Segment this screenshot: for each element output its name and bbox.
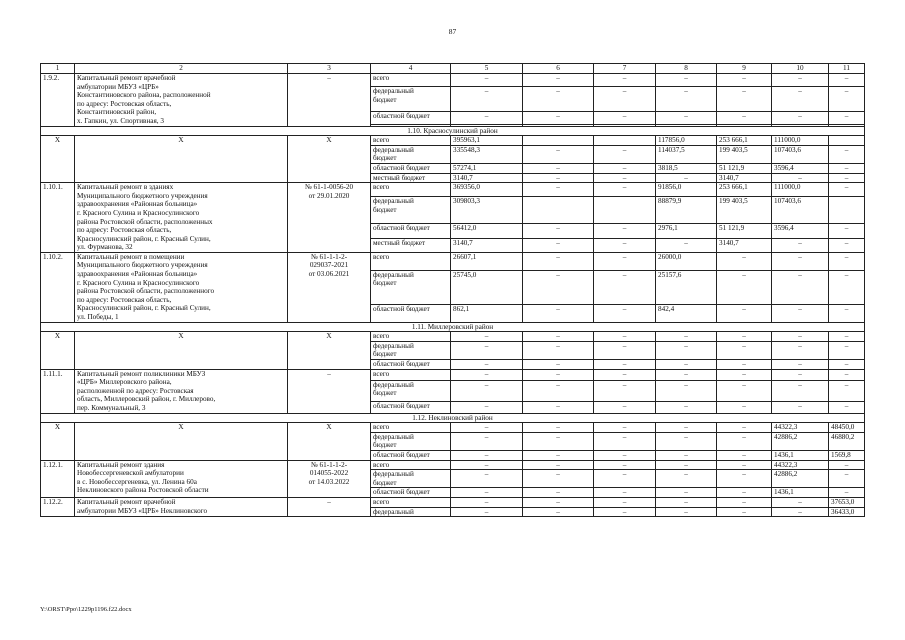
object-name: Капитальный ремонт здания Новобессергеневской амбулатории в с. Новобессергеневка, ул. Ленина 60а Неклиновского района Ростовской области (75, 460, 288, 497)
expertise-conclusion: № 61-1-0056-20 от 29.01.2020 (288, 183, 371, 253)
amount-cell: – (523, 74, 594, 87)
object-name: Капитальный ремонт врачебной амбулатории МБУЗ «ЦРБ» Неклиновского (75, 497, 288, 516)
amount-cell: – (523, 497, 594, 507)
district-heading: 1.10. Красносулинский район (41, 126, 865, 136)
amount-cell: 57274,1 (451, 163, 523, 173)
amount-cell: 46880,2 (829, 432, 865, 450)
amount-cell: – (772, 369, 829, 380)
amount-cell: – (772, 341, 829, 359)
amount-cell: – (829, 112, 865, 125)
amount-cell: – (523, 173, 594, 183)
amount-cell: – (594, 183, 656, 197)
amount-cell: – (594, 497, 656, 507)
amount-cell: – (451, 369, 523, 380)
amount-cell: – (829, 224, 865, 238)
funding-source: федеральный бюджет (371, 145, 451, 163)
funding-source: федеральный бюджет (371, 470, 451, 488)
funding-source: федеральный бюджет (371, 197, 451, 224)
amount-cell: – (829, 460, 865, 470)
amount-cell: 48450,0 (829, 423, 865, 433)
amount-cell: 51 121,9 (717, 224, 772, 238)
amount-cell: – (451, 507, 523, 517)
amount-cell: – (656, 432, 717, 450)
amount-cell: – (594, 470, 656, 488)
amount-cell: – (717, 488, 772, 498)
expertise-conclusion: № 61-1-1-2- 029037-2021 от 03.06.2021 (288, 252, 371, 322)
table-row (41, 497, 865, 507)
amount-cell: – (594, 270, 656, 304)
amount-cell: – (656, 238, 717, 252)
page-number: 87 (448, 27, 457, 36)
amount-cell: – (523, 270, 594, 304)
item-number: 1.12.1. (41, 460, 75, 497)
amount-cell: – (717, 450, 772, 460)
amount-cell: 117856,0 (656, 136, 717, 146)
amount-cell: – (594, 74, 656, 87)
amount-cell: 25157,6 (656, 270, 717, 304)
amount-cell: 25745,0 (451, 270, 523, 304)
amount-cell: – (451, 74, 523, 87)
amount-cell: – (829, 304, 865, 322)
item-number: X (41, 136, 75, 183)
amount-cell: – (656, 341, 717, 359)
amount-cell: – (717, 432, 772, 450)
amount-cell: – (717, 360, 772, 370)
column-number: 2 (75, 64, 288, 74)
amount-cell: – (656, 360, 717, 370)
funding-source: областной бюджет (371, 163, 451, 173)
amount-cell: – (594, 224, 656, 238)
amount-cell: – (594, 87, 656, 112)
amount-cell: – (656, 402, 717, 413)
table-row (41, 74, 865, 87)
funding-source: федеральный бюджет (371, 380, 451, 401)
funding-source: областной бюджет (371, 304, 451, 322)
amount-cell: – (717, 507, 772, 517)
column-number: 11 (829, 64, 865, 74)
amount-cell: – (523, 460, 594, 470)
amount-cell: 3596,4 (772, 163, 829, 173)
amount-cell: – (523, 369, 594, 380)
amount-cell: – (594, 112, 656, 125)
amount-cell: – (523, 450, 594, 460)
table-row (41, 136, 865, 146)
funding-source: всего (371, 497, 451, 507)
funding-source: местный бюджет (371, 173, 451, 183)
amount-cell: – (829, 332, 865, 342)
funding-source: федеральный бюджет (371, 87, 451, 112)
amount-cell: – (523, 360, 594, 370)
amount-cell: – (656, 507, 717, 517)
amount-cell: – (656, 470, 717, 488)
amount-cell: – (594, 432, 656, 450)
amount-cell: – (523, 87, 594, 112)
amount-cell: 36433,0 (829, 507, 865, 517)
amount-cell: – (829, 145, 865, 163)
amount-cell: 309803,3 (451, 197, 523, 224)
column-number: 6 (523, 64, 594, 74)
column-number: 8 (656, 64, 717, 74)
amount-cell: – (772, 112, 829, 125)
item-number: 1.10.2. (41, 252, 75, 322)
amount-cell: – (829, 270, 865, 304)
amount-cell: – (829, 380, 865, 401)
amount-cell: 44322,3 (772, 423, 829, 433)
amount-cell: – (523, 402, 594, 413)
amount-cell: – (523, 488, 594, 498)
object-name: X (75, 332, 288, 369)
object-name: Капитальный ремонт в зданиях Муниципального бюджетного учреждения здравоохранения «Районная больница» г. Красного Сулина и Красносулинского района Ростовской области, расположенных по адресу: Ростовская область, Красносулинский район, г. Красный Сулин, ул. Фурманова, 32 (75, 183, 288, 253)
expertise-conclusion: – (288, 74, 371, 127)
amount-cell: – (594, 145, 656, 163)
amount-cell: – (772, 380, 829, 401)
amount-cell: – (656, 369, 717, 380)
amount-cell: – (717, 332, 772, 342)
amount-cell: 395963,1 (451, 136, 523, 146)
amount-cell: – (717, 369, 772, 380)
amount-cell: – (451, 341, 523, 359)
amount-cell: – (594, 402, 656, 413)
amount-cell: – (829, 488, 865, 498)
amount-cell: – (594, 304, 656, 322)
funding-source: всего (371, 369, 451, 380)
amount-cell: – (523, 332, 594, 342)
amount-cell: 111000,0 (772, 183, 829, 197)
amount-cell: 3140,7 (451, 173, 523, 183)
amount-cell: 3818,5 (656, 163, 717, 173)
funding-source: федеральный бюджет (371, 341, 451, 359)
amount-cell: – (523, 163, 594, 173)
amount-cell: – (523, 432, 594, 450)
district-heading: 1.12. Неклиновский район (41, 413, 865, 423)
amount-cell (523, 197, 594, 224)
amount-cell: – (594, 488, 656, 498)
amount-cell: – (772, 87, 829, 112)
amount-cell: – (451, 402, 523, 413)
amount-cell: – (656, 332, 717, 342)
amount-cell: – (717, 341, 772, 359)
amount-cell: 111000,0 (772, 136, 829, 146)
amount-cell (594, 197, 656, 224)
column-number: 7 (594, 64, 656, 74)
district-heading-row (41, 126, 865, 136)
amount-cell: – (523, 507, 594, 517)
item-number: 1.10.1. (41, 183, 75, 253)
funding-source: всего (371, 136, 451, 146)
amount-cell: 26000,0 (656, 252, 717, 270)
item-number: 1.12.2. (41, 497, 75, 516)
funding-source: местный бюджет (371, 238, 451, 252)
amount-cell: – (829, 360, 865, 370)
amount-cell: – (829, 173, 865, 183)
amount-cell: – (594, 380, 656, 401)
funding-source: областной бюджет (371, 402, 451, 413)
object-name: Капитальный ремонт поликлиники МБУЗ «ЦРБ» Миллеровского района, расположенной по адресу: Ростовская область, Миллеровский район, г. Миллерово, пер. Коммунальный, 3 (75, 369, 288, 413)
amount-cell: – (717, 460, 772, 470)
amount-cell: – (451, 450, 523, 460)
amount-cell: – (829, 252, 865, 270)
amount-cell: – (594, 163, 656, 173)
amount-cell: 88879,9 (656, 197, 717, 224)
amount-cell: – (829, 87, 865, 112)
amount-cell: – (717, 74, 772, 87)
amount-cell: 335548,3 (451, 145, 523, 163)
amount-cell: – (772, 270, 829, 304)
amount-cell: – (594, 360, 656, 370)
amount-cell: – (451, 87, 523, 112)
amount-cell: – (523, 341, 594, 359)
amount-cell: – (772, 360, 829, 370)
amount-cell: – (656, 380, 717, 401)
column-number: 10 (772, 64, 829, 74)
amount-cell: – (594, 507, 656, 517)
amount-cell: – (717, 497, 772, 507)
object-name: X (75, 423, 288, 460)
funding-source: всего (371, 183, 451, 197)
amount-cell: – (772, 402, 829, 413)
column-number: 5 (451, 64, 523, 74)
funding-source: всего (371, 74, 451, 87)
amount-cell: – (594, 450, 656, 460)
amount-cell: 3140,7 (451, 238, 523, 252)
amount-cell: – (656, 423, 717, 433)
amount-cell: – (523, 112, 594, 125)
amount-cell: – (717, 470, 772, 488)
amount-cell: – (656, 497, 717, 507)
amount-cell: – (717, 252, 772, 270)
amount-cell: – (772, 304, 829, 322)
amount-cell: – (829, 470, 865, 488)
object-name: X (75, 136, 288, 183)
amount-cell: – (772, 173, 829, 183)
amount-cell: – (829, 341, 865, 359)
funding-source: всего (371, 460, 451, 470)
funding-source: федеральный бюджет (371, 432, 451, 450)
amount-cell: – (594, 332, 656, 342)
amount-cell: – (656, 450, 717, 460)
amount-cell: 253 666,1 (717, 183, 772, 197)
amount-cell: – (829, 402, 865, 413)
amount-cell: – (523, 224, 594, 238)
amount-cell: 107403,6 (772, 197, 829, 224)
amount-cell: – (451, 432, 523, 450)
amount-cell: – (594, 252, 656, 270)
amount-cell: – (523, 252, 594, 270)
amount-cell (829, 197, 865, 224)
amount-cell: – (772, 238, 829, 252)
amount-cell: – (656, 173, 717, 183)
footer-file-path: Y:\ORST\Ppo\1229p1196.f22.docx (40, 606, 132, 613)
object-name: Капитальный ремонт врачебной амбулатории МБУЗ «ЦРБ» Константиновского района, расположенной по адресу: Ростовская область, Константиновский район, х. Гапкин, ул. Спортивная, 3 (75, 74, 288, 127)
funding-source: всего (371, 332, 451, 342)
amount-cell: 862,1 (451, 304, 523, 322)
amount-cell: – (656, 488, 717, 498)
amount-cell: 114037,5 (656, 145, 717, 163)
amount-cell: – (451, 112, 523, 125)
item-number: 1.11.1. (41, 369, 75, 413)
amount-cell: – (523, 183, 594, 197)
amount-cell: – (717, 87, 772, 112)
amount-cell: – (717, 112, 772, 125)
object-name: Капитальный ремонт в помещении Муниципального бюджетного учреждения здравоохранения «Районная больница» г. Красного Сулина и Красносулинского района Ростовской области, расположенного по адресу: Ростовская область, Красносулинский район, г. Красный Сулин, ул. Победы, 1 (75, 252, 288, 322)
table-row (41, 460, 865, 470)
expertise-conclusion: – (288, 497, 371, 516)
amount-cell: 253 666,1 (717, 136, 772, 146)
amount-cell: – (829, 163, 865, 173)
amount-cell: – (451, 380, 523, 401)
amount-cell: – (772, 497, 829, 507)
item-number: X (41, 332, 75, 369)
funding-source: областной бюджет (371, 224, 451, 238)
amount-cell: – (772, 252, 829, 270)
column-number-row (41, 64, 865, 74)
expertise-conclusion: X (288, 136, 371, 183)
district-heading: 1.11. Миллеровский район (41, 322, 865, 332)
table-row (41, 332, 865, 342)
amount-cell: – (594, 238, 656, 252)
amount-cell: – (523, 380, 594, 401)
amount-cell: – (451, 360, 523, 370)
amount-cell: – (829, 238, 865, 252)
amount-cell: – (451, 488, 523, 498)
amount-cell: 199 403,5 (717, 197, 772, 224)
amount-cell: 26607,1 (451, 252, 523, 270)
amount-cell: 369356,0 (451, 183, 523, 197)
amount-cell: – (594, 423, 656, 433)
funding-source: областной бюджет (371, 450, 451, 460)
amount-cell: 1436,1 (772, 450, 829, 460)
amount-cell: 37653,0 (829, 497, 865, 507)
amount-cell: 1436,1 (772, 488, 829, 498)
funding-source: федеральный бюджет (371, 270, 451, 304)
amount-cell: – (594, 173, 656, 183)
amount-cell: – (772, 332, 829, 342)
amount-cell: 42886,2 (772, 470, 829, 488)
amount-cell: – (772, 74, 829, 87)
expertise-conclusion: № 61-1-1-2- 014055-2022 от 14.03.2022 (288, 460, 371, 497)
district-heading-row (41, 322, 865, 332)
expertise-conclusion: – (288, 369, 371, 413)
amount-cell: 56412,0 (451, 224, 523, 238)
amount-cell: – (594, 341, 656, 359)
amount-cell: 199 403,5 (717, 145, 772, 163)
amount-cell: 3140,7 (717, 238, 772, 252)
table-row (41, 369, 865, 380)
column-number: 4 (371, 64, 451, 74)
amount-cell: 3140,7 (717, 173, 772, 183)
column-number: 1 (41, 64, 75, 74)
amount-cell: – (523, 423, 594, 433)
district-heading-row (41, 413, 865, 423)
amount-cell: – (656, 74, 717, 87)
amount-cell: – (717, 423, 772, 433)
amount-cell: – (451, 332, 523, 342)
amount-cell: – (717, 270, 772, 304)
amount-cell: – (451, 497, 523, 507)
table-row (41, 183, 865, 197)
amount-cell: – (829, 369, 865, 380)
funding-source: областной бюджет (371, 112, 451, 125)
amount-cell: – (717, 380, 772, 401)
funding-source: федеральный (371, 507, 451, 517)
column-number: 3 (288, 64, 371, 74)
amount-cell: – (829, 74, 865, 87)
amount-cell: – (656, 112, 717, 125)
amount-cell: – (523, 145, 594, 163)
amount-cell: 3596,4 (772, 224, 829, 238)
amount-cell: 842,4 (656, 304, 717, 322)
amount-cell (523, 136, 594, 146)
amount-cell: – (594, 460, 656, 470)
amount-cell: – (451, 460, 523, 470)
amount-cell: – (656, 87, 717, 112)
amount-cell: – (451, 423, 523, 433)
amount-cell: – (523, 470, 594, 488)
amount-cell: – (772, 507, 829, 517)
funding-source: областной бюджет (371, 488, 451, 498)
amount-cell: 42886,2 (772, 432, 829, 450)
amount-cell: – (523, 304, 594, 322)
amount-cell: – (594, 369, 656, 380)
expertise-conclusion: X (288, 423, 371, 460)
funding-source: областной бюджет (371, 360, 451, 370)
expertise-conclusion: X (288, 332, 371, 369)
budget-table (40, 63, 865, 517)
amount-cell: – (829, 183, 865, 197)
amount-cell: 44322,3 (772, 460, 829, 470)
column-number: 9 (717, 64, 772, 74)
amount-cell: 107403,6 (772, 145, 829, 163)
amount-cell: 91856,0 (656, 183, 717, 197)
amount-cell: 1569,8 (829, 450, 865, 460)
item-number: 1.9.2. (41, 74, 75, 127)
amount-cell: – (656, 460, 717, 470)
table-body (41, 64, 865, 517)
funding-source: всего (371, 423, 451, 433)
table-row (41, 252, 865, 270)
amount-cell: 51 121,9 (717, 163, 772, 173)
amount-cell: – (717, 402, 772, 413)
amount-cell: – (523, 238, 594, 252)
amount-cell (594, 136, 656, 146)
amount-cell: – (451, 470, 523, 488)
item-number: X (41, 423, 75, 460)
amount-cell: – (717, 304, 772, 322)
amount-cell (829, 136, 865, 146)
funding-source: всего (371, 252, 451, 270)
table-row (41, 423, 865, 433)
amount-cell: 2976,1 (656, 224, 717, 238)
